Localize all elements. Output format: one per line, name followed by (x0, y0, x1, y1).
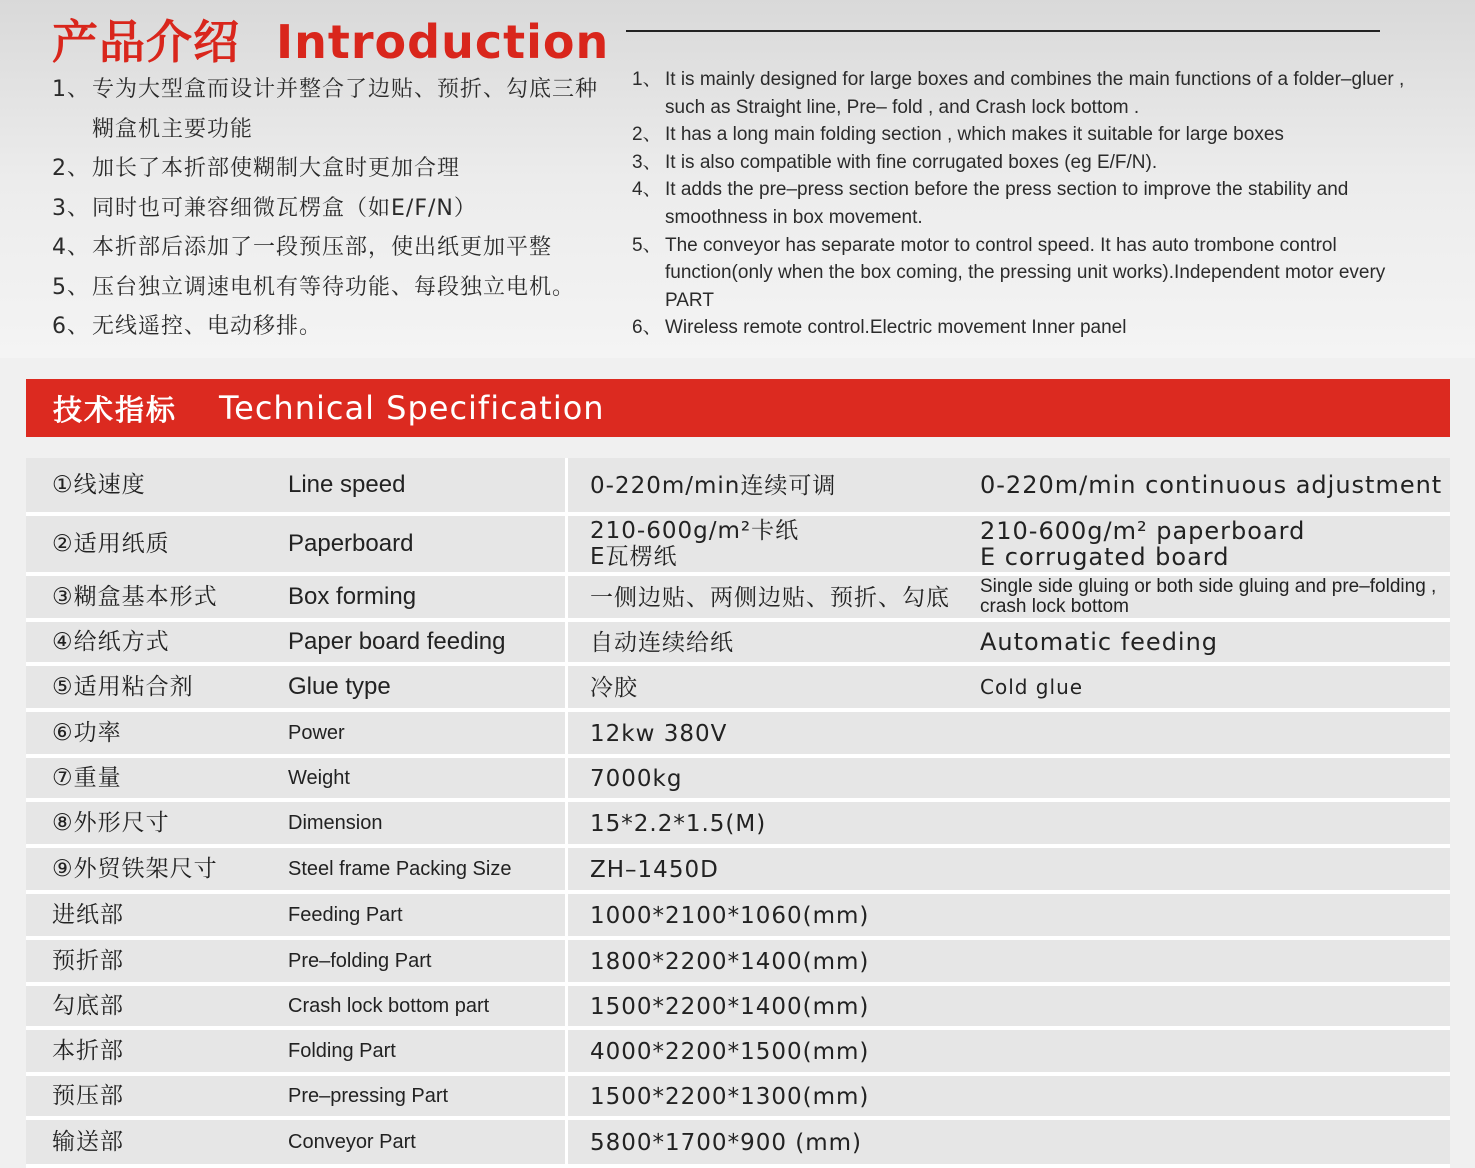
table-row (26, 1076, 1450, 1120)
spec-value: 210-600g/m²卡纸 E瓦楞纸 (590, 518, 800, 570)
list-item (52, 189, 612, 229)
item-number: 4、 (52, 235, 90, 260)
list-item (52, 70, 612, 149)
intro-title-cn: 产品介绍 (52, 15, 240, 69)
item-text: It is mainly designed for large boxes and combines the main functions of a folder–gluer , such as Straight line, Pre– fold , and Crash lock bottom . (665, 69, 1405, 118)
item-text: 压台独立调速电机有等待功能、每段独立电机。 (92, 274, 576, 300)
item-number: 5、 (52, 274, 90, 300)
spec-label-cn: ⑨外贸铁架尺寸 (52, 856, 218, 882)
intro-list-cn (52, 70, 612, 347)
list-item (632, 314, 1432, 342)
item-text: It adds the pre–press section before the press section to improve the stability and smoothness in box movement. (665, 179, 1349, 228)
spec-table (26, 458, 1450, 1168)
item-text: The conveyor has separate motor to control speed. It has auto trombone control function(only when the box coming, the pressing unit works).Independent motor every PART (665, 234, 1386, 311)
spec-value: 冷胶 (590, 675, 638, 701)
spec-value: 自动连续给纸 (590, 630, 734, 656)
item-text: 本折部后添加了一段预压部，使出纸更加平整 (92, 235, 553, 260)
intro-list-en (632, 66, 1432, 342)
spec-label-en: Line speed (288, 471, 406, 498)
table-row (26, 758, 1450, 802)
spec-value: ZH–1450D (590, 857, 719, 883)
spec-label-cn: 进纸部 (52, 902, 124, 928)
spec-label-cn: ②适用纸质 (52, 531, 170, 557)
list-item (632, 149, 1432, 177)
item-number: 1、 (632, 69, 662, 90)
spec-label-cn: 预折部 (52, 948, 124, 974)
spec-value-en: 210-600g/m² paperboard E corrugated board (980, 517, 1306, 571)
item-text: 加长了本折部使糊制大盒时更加合理 (92, 156, 461, 181)
spec-label-cn: ⑦重量 (52, 765, 122, 791)
spec-title-en: Technical Specification (219, 389, 605, 427)
spec-value: 15*2.2*1.5(M) (590, 811, 767, 837)
spec-label-cn: ④给纸方式 (52, 629, 170, 655)
item-text: It has a long main folding section , which makes it suitable for large boxes (665, 124, 1284, 146)
item-text: 专为大型盒而设计并整合了边贴、预折、勾底三种糊盒机主要功能 (92, 77, 599, 142)
spec-label-cn: 预压部 (52, 1083, 124, 1109)
list-item (632, 176, 1432, 231)
item-text: 无线遥控、电动移排。 (92, 314, 323, 339)
spec-value: 5800*1700*900 (mm) (590, 1130, 863, 1156)
item-text: It is also compatible with fine corrugated boxes (eg E/F/N). (665, 151, 1158, 173)
table-row (26, 576, 1450, 622)
list-item (632, 232, 1432, 315)
intro-title (52, 6, 609, 72)
spec-value-en: Automatic feeding (980, 628, 1219, 656)
spec-label-cn: 本折部 (52, 1038, 124, 1064)
table-row (26, 940, 1450, 986)
spec-value: 0-220m/min连续可调 (590, 473, 837, 499)
intro-title-en: Introduction (276, 15, 610, 69)
spec-value: 7000kg (590, 766, 683, 792)
spec-value-en: Cold glue (980, 675, 1084, 699)
item-number: 3、 (632, 151, 662, 173)
spec-label-en: Power (288, 722, 345, 744)
table-row (26, 516, 1450, 576)
spec-label-cn: 输送部 (52, 1129, 124, 1155)
spec-value: 4000*2200*1500(mm) (590, 1039, 870, 1065)
list-item (632, 66, 1432, 121)
table-row (26, 894, 1450, 940)
spec-label-en: Pre–folding Part (288, 950, 432, 972)
spec-label-en: Conveyor Part (288, 1131, 416, 1153)
intro-section (0, 0, 1475, 358)
item-text: 同时也可兼容细微瓦楞盒（如E/F/N） (92, 195, 477, 221)
list-item (632, 121, 1432, 149)
list-item (52, 268, 612, 308)
spec-label-cn: ⑧外形尺寸 (52, 810, 170, 836)
item-number: 3、 (52, 195, 90, 221)
spec-label-cn: 勾底部 (52, 993, 124, 1019)
spec-label-en: Steel frame Packing Size (288, 858, 512, 880)
item-number: 6、 (632, 317, 662, 339)
spec-label-en: Paperboard (288, 530, 414, 557)
item-number: 5、 (632, 234, 662, 256)
spec-value: 12kw 380V (590, 721, 728, 747)
spec-label-en: Crash lock bottom part (288, 995, 490, 1017)
list-item (52, 228, 612, 268)
spec-label-cn: ⑥功率 (52, 720, 122, 746)
table-row (26, 986, 1450, 1030)
spec-label-en: Feeding Part (288, 904, 403, 926)
item-number: 6、 (52, 314, 90, 339)
table-row (26, 1030, 1450, 1076)
spec-value: 1500*2200*1300(mm) (590, 1084, 870, 1110)
item-number: 2、 (52, 156, 90, 181)
item-number: 1、 (52, 77, 90, 102)
spec-label-en: Paper board feeding (288, 628, 506, 655)
item-number: 4、 (632, 179, 662, 201)
spec-section-header (26, 379, 1450, 437)
spec-label-cn: ③糊盒基本形式 (52, 584, 218, 610)
spec-label-en: Weight (288, 767, 350, 789)
spec-value-en: Single side gluing or both side gluing and pre–folding , crash lock bottom (980, 576, 1437, 617)
table-row (26, 622, 1450, 666)
table-row (26, 848, 1450, 894)
spec-value: 1000*2100*1060(mm) (590, 903, 870, 929)
spec-label-en: Box forming (288, 583, 417, 610)
spec-label-en: Glue type (288, 673, 391, 700)
title-rule-divider (626, 30, 1380, 32)
spec-value-en: 0-220m/min continuous adjustment (980, 471, 1443, 499)
spec-label-cn: ①线速度 (52, 472, 146, 498)
spec-title-cn: 技术指标 (53, 392, 178, 427)
spec-label-en: Dimension (288, 812, 383, 834)
spec-value: 1500*2200*1400(mm) (590, 994, 870, 1020)
spec-label-en: Pre–pressing Part (288, 1085, 449, 1107)
spec-value: 1800*2200*1400(mm) (590, 949, 870, 975)
table-row (26, 712, 1450, 758)
item-text: Wireless remote control.Electric movement Inner panel (665, 317, 1127, 339)
spec-value: 一侧边贴、两侧边贴、预折、勾底 (590, 585, 950, 611)
table-row (26, 802, 1450, 848)
table-row (26, 1120, 1450, 1168)
table-row (26, 458, 1450, 516)
spec-label-en: Folding Part (288, 1040, 396, 1062)
list-item (52, 307, 612, 347)
list-item (52, 149, 612, 189)
spec-label-cn: ⑤适用粘合剂 (52, 674, 194, 700)
item-number: 2、 (632, 124, 662, 146)
table-row (26, 666, 1450, 712)
